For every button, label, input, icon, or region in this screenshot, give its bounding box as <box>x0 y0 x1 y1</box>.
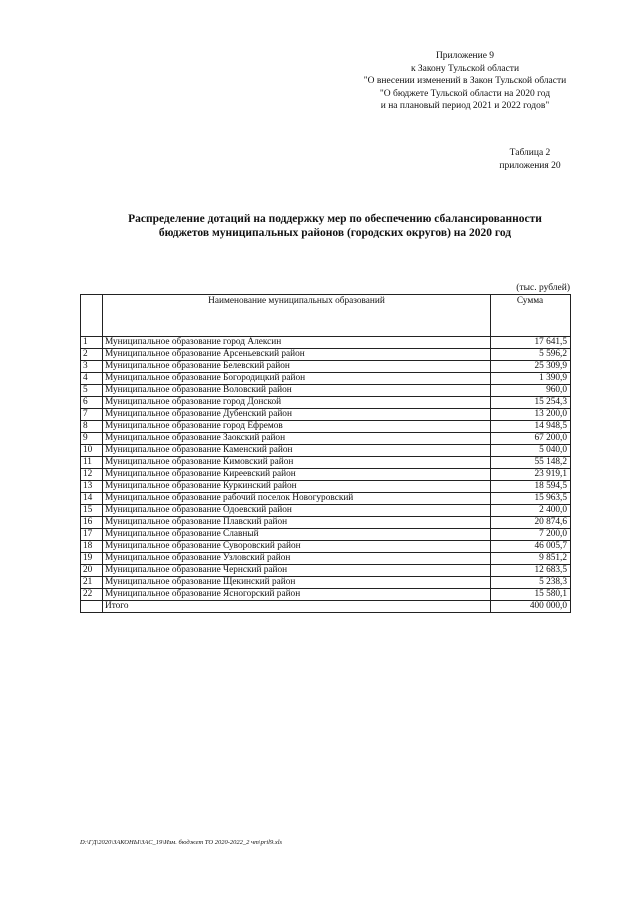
row-number: 18 <box>81 541 103 553</box>
row-name: Муниципальное образование Славный <box>103 529 491 541</box>
row-sum: 13 200,0 <box>491 409 571 421</box>
row-sum: 20 874,6 <box>491 517 571 529</box>
header-line: "О бюджете Тульской области на 2020 год <box>379 88 551 99</box>
row-number: 7 <box>81 409 103 421</box>
table-row <box>81 481 571 493</box>
row-sum: 18 594,5 <box>491 481 571 493</box>
document-title <box>70 212 600 240</box>
appendix-header <box>340 50 590 113</box>
table-row <box>81 565 571 577</box>
row-number: 9 <box>81 433 103 445</box>
row-name: Муниципальное образование Арсеньевский район <box>103 349 491 361</box>
row-sum: 5 238,3 <box>491 577 571 589</box>
row-sum: 15 254,3 <box>491 397 571 409</box>
total-num-cell <box>81 601 103 613</box>
row-sum: 12 683,5 <box>491 565 571 577</box>
table-row <box>81 385 571 397</box>
table-row <box>81 469 571 481</box>
row-name: Муниципальное образование Кимовский район <box>103 457 491 469</box>
table-row <box>81 337 571 349</box>
table-reference <box>470 147 590 172</box>
row-name: Муниципальное образование Воловский район <box>103 385 491 397</box>
table-row <box>81 529 571 541</box>
row-sum: 67 200,0 <box>491 433 571 445</box>
title-line: бюджетов муниципальных районов (городских округов) на 2020 год <box>158 227 512 239</box>
table-row <box>81 577 571 589</box>
row-name: Муниципальное образование Богородицкий район <box>103 373 491 385</box>
row-name: Муниципальное образование Суворовский район <box>103 541 491 553</box>
row-number: 5 <box>81 385 103 397</box>
header-num-cell <box>81 295 103 337</box>
header-name-cell: Наименование муниципальных образований <box>103 295 491 337</box>
file-path-footer: D:\ГД\2020\ЗАКОНЫ\ЗАС_19\Изм. бюджет ТО 2020-2022_2 чт\pril9.xls <box>80 839 283 846</box>
row-name: Муниципальное образование Дубенский район <box>103 409 491 421</box>
row-number: 1 <box>81 337 103 349</box>
row-number: 17 <box>81 529 103 541</box>
table-row <box>81 493 571 505</box>
header-sum-cell: Сумма <box>491 295 571 337</box>
row-number: 3 <box>81 361 103 373</box>
table-row <box>81 409 571 421</box>
table-row <box>81 541 571 553</box>
table-row <box>81 505 571 517</box>
row-number: 20 <box>81 565 103 577</box>
header-line: и на плановый период 2021 и 2022 годов" <box>380 101 550 111</box>
row-sum: 46 005,7 <box>491 541 571 553</box>
table-row <box>81 517 571 529</box>
row-sum: 55 148,2 <box>491 457 571 469</box>
row-sum: 9 851,2 <box>491 553 571 565</box>
row-number: 15 <box>81 505 103 517</box>
title-line: Распределение дотаций на поддержку мер по обеспечению сбалансированности <box>128 213 542 225</box>
row-number: 4 <box>81 373 103 385</box>
row-name: Муниципальное образование город Донской <box>103 397 491 409</box>
row-number: 8 <box>81 421 103 433</box>
row-number: 19 <box>81 553 103 565</box>
row-name: Муниципальное образование Чернский район <box>103 565 491 577</box>
row-number: 10 <box>81 445 103 457</box>
table-row <box>81 457 571 469</box>
table-row <box>81 421 571 433</box>
row-sum: 5 596,2 <box>491 349 571 361</box>
table-ref-line: Таблица 2 <box>509 148 551 158</box>
row-sum: 17 641,5 <box>491 337 571 349</box>
table-body <box>81 337 571 601</box>
row-name: Муниципальное образование Заокский район <box>103 433 491 445</box>
row-name: Муниципальное образование Плавский район <box>103 517 491 529</box>
row-sum: 1 390,9 <box>491 373 571 385</box>
header-line: к Закону Тульской области <box>410 63 520 74</box>
row-number: 16 <box>81 517 103 529</box>
header-line: Приложение 9 <box>435 51 495 61</box>
row-sum: 15 580,1 <box>491 589 571 601</box>
units-label: (тыс. рублей) <box>516 283 570 293</box>
row-name: Муниципальное образование Щекинский район <box>103 577 491 589</box>
row-sum: 25 309,9 <box>491 361 571 373</box>
total-label: Итого <box>103 601 491 613</box>
row-number: 11 <box>81 457 103 469</box>
row-number: 6 <box>81 397 103 409</box>
row-name: Муниципальное образование Ясногорский район <box>103 589 491 601</box>
table-row <box>81 433 571 445</box>
row-sum: 2 400,0 <box>491 505 571 517</box>
row-name: Муниципальное образование Узловский район <box>103 553 491 565</box>
row-sum: 960,0 <box>491 385 571 397</box>
row-sum: 15 963,5 <box>491 493 571 505</box>
row-name: Муниципальное образование Белевский район <box>103 361 491 373</box>
row-name: Муниципальное образование Одоевский район <box>103 505 491 517</box>
table-row <box>81 589 571 601</box>
row-number: 21 <box>81 577 103 589</box>
row-name: Муниципальное образование рабочий поселок Новогуровский <box>103 493 491 505</box>
row-sum: 14 948,5 <box>491 421 571 433</box>
row-name: Муниципальное образование Куркинский район <box>103 481 491 493</box>
table-row <box>81 553 571 565</box>
header-line: "О внесении изменений в Закон Тульской области <box>363 76 567 86</box>
row-sum: 7 200,0 <box>491 529 571 541</box>
row-sum: 23 919,1 <box>491 469 571 481</box>
total-row <box>81 601 571 613</box>
row-number: 22 <box>81 589 103 601</box>
table-row <box>81 373 571 385</box>
row-name: Муниципальное образование Киреевский район <box>103 469 491 481</box>
row-name: Муниципальное образование город Алексин <box>103 337 491 349</box>
row-number: 2 <box>81 349 103 361</box>
row-name: Муниципальное образование город Ефремов <box>103 421 491 433</box>
subsidy-table <box>80 294 571 613</box>
table-row <box>81 397 571 409</box>
table-row <box>81 349 571 361</box>
row-name: Муниципальное образование Каменский район <box>103 445 491 457</box>
table-ref-line: приложения 20 <box>499 160 561 171</box>
total-sum: 400 000,0 <box>491 601 571 613</box>
table-row <box>81 445 571 457</box>
row-number: 14 <box>81 493 103 505</box>
row-number: 12 <box>81 469 103 481</box>
row-number: 13 <box>81 481 103 493</box>
table-header-row <box>81 295 571 337</box>
table-row <box>81 361 571 373</box>
row-sum: 5 040,0 <box>491 445 571 457</box>
